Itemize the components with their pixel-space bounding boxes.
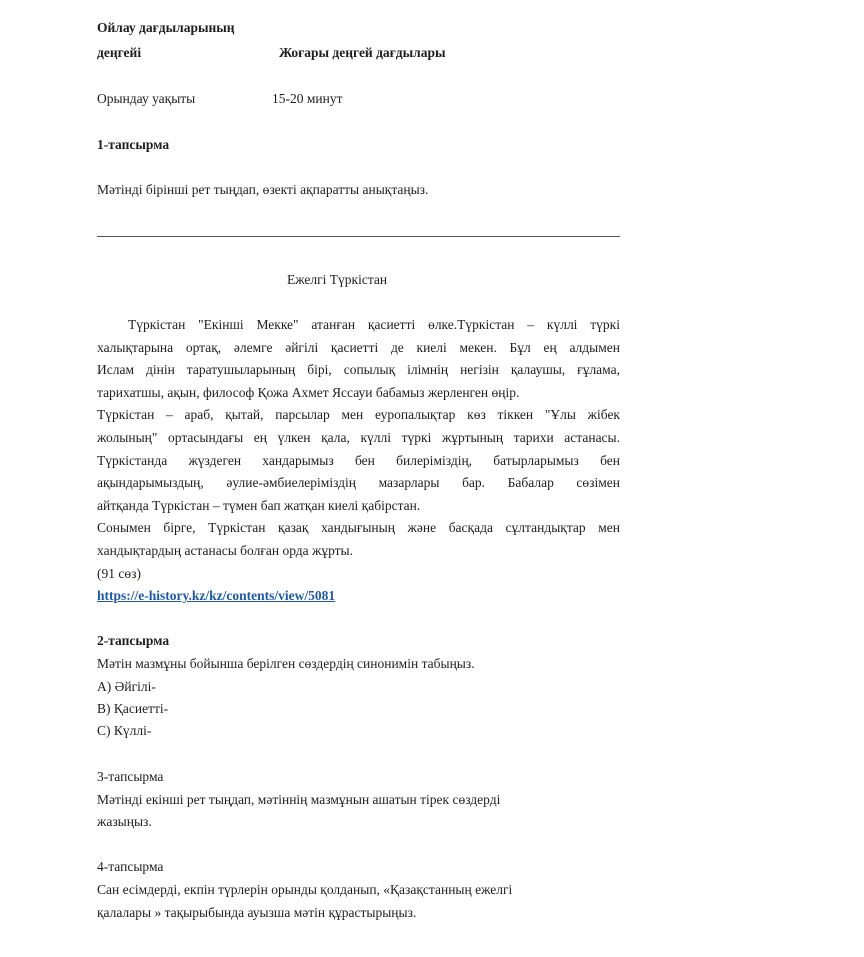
text-line: Түркістанда жүздеген хандарымыз бен билеріміздің, батырларымыз бен [97,452,620,468]
task3-title: 3-тапсырма [97,769,164,784]
text-line: Түркістан – араб, қытай, парсылар мен еуропалықтар көз тіккен "Ұлы жібек [97,407,620,423]
word-count: (91 сөз) [97,565,141,581]
level-label-line1: Ойлау дағдыларының [97,20,235,35]
divider-line [97,236,620,237]
time-label: Орындау уақыты [97,91,196,106]
text-line: ақындарымыздың, әулие-әмбиелеріміздің мазарлары бар. Бабалар сөзімен [97,475,620,491]
task2-title: 2-тапсырма [97,633,170,648]
level-label-line2: деңгейі [97,45,142,60]
task2-option-a: А) Әйгілі- [97,679,156,694]
text-line: Сонымен бірге, Түркістан қазақ хандығының және басқада сұлтандықтар мен [97,520,620,536]
task4-instruction-line2: қалалары » тақырыбында ауызша мәтін құрастырыңыз. [97,905,417,920]
source-link[interactable]: https://e-history.kz/kz/contents/view/5081 [97,588,336,604]
task1-title: 1-тапсырма [97,137,170,152]
task4-title: 4-тапсырма [97,859,164,874]
text-title: Ежелгі Түркістан [287,272,388,287]
task2-option-b: В) Қасиетті- [97,701,169,716]
task3-instruction-line1: Мәтінді екінші рет тыңдап, мәтіннің мазмұнын ашатын тірек сөздерді [97,792,501,807]
text-line: Түркістан "Екінші Мекке" атанған қасиетті өлке.Түркістан – күллі түркі [128,317,620,332]
time-value: 15-20 минут [272,91,343,106]
text-line: тарихатшы, ақын, философ Қожа Ахмет Яссауи бабамыз жерленген өңір. [97,384,520,400]
text-line: Ислам дінін таратушыларының бірі, сопылық ілімнің негізін қалаушы, ғұлама, [97,362,620,378]
text-body [97,314,620,608]
task2-option-c: С) Күллі- [97,723,152,738]
task2-instruction: Мәтін мазмұны бойынша берілген сөздердің синонимін табыңыз. [97,656,475,671]
level-value: Жоғары деңгей дағдылары [279,45,446,60]
text-line: халықтарына ортақ, әлемге әйгілі қасиетті де киелі мекен. Бұл ең алдымен [97,339,620,355]
task3-instruction-line2: жазыңыз. [97,814,152,829]
text-line: хандықтардың астанасы болған орда жұрты. [97,542,354,558]
task1-instruction: Мәтінді бірінші рет тыңдап, өзекті ақпаратты анықтаңыз. [97,182,429,197]
task4-instruction-line1: Сан есімдерді, екпін түрлерін орынды қолданып, «Қазақстанның ежелгі [97,882,513,897]
text-line: жолының" ортасындағы ең үлкен қала, күллі түркі жұртының тарихи астанасы. [97,429,620,445]
text-line: айтқанда Түркістан – түмен бап жатқан киелі қабірстан. [97,497,421,513]
